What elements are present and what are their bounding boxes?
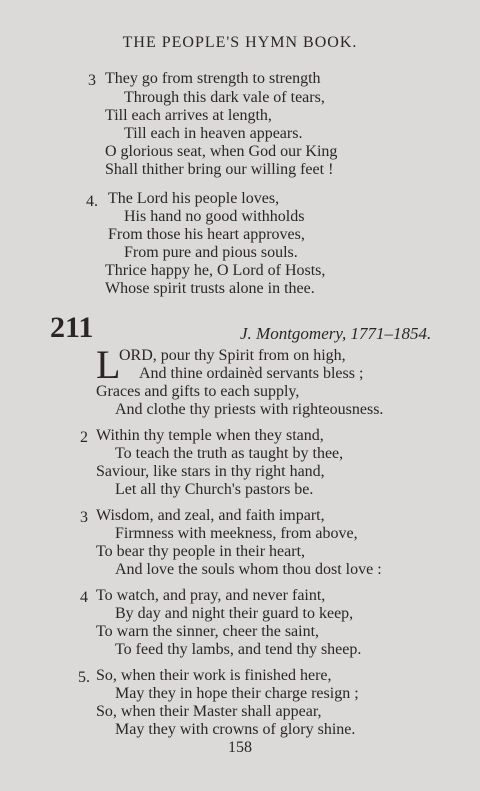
verse-line: Whose spirit trusts alone in thee. (105, 280, 315, 297)
verse-line: Shall thither bring our willing feet ! (105, 161, 334, 178)
verse-number: 3 (80, 509, 88, 526)
verse-line: And thine ordainèd servants bless ; (139, 365, 364, 382)
hymn-number: 211 (50, 311, 94, 344)
verse-line: So, when their Master shall appear, (96, 703, 322, 720)
verse-line: Till each arrives at length, (105, 107, 272, 124)
verse-line: And clothe thy priests with righteousness. (115, 401, 384, 418)
verse-number: 3 (88, 72, 96, 89)
page-number: 158 (228, 739, 252, 756)
verse-number: 4. (86, 193, 98, 210)
verse-line: By day and night their guard to keep, (115, 605, 354, 622)
verse-line: His hand no good withholds (124, 208, 305, 225)
verse-line: To bear thy people in their heart, (96, 543, 306, 560)
verse-line: Within thy temple when they stand, (96, 427, 324, 444)
verse-line: Let all thy Church's pastors be. (115, 481, 314, 498)
verse-line: And love the souls whom thou dost love : (115, 561, 382, 578)
verse-line: Thrice happy he, O Lord of Hosts, (105, 262, 326, 279)
verse-line: To feed thy lambs, and tend thy sheep. (115, 641, 362, 658)
verse-line: Till each in heaven appears. (124, 125, 303, 142)
verse-line: May they in hope their charge resign ; (115, 685, 359, 702)
verse-line: Firmness with meekness, from above, (115, 525, 358, 542)
verse-line: O glorious seat, when God our King (105, 143, 338, 160)
verse-line: To warn the sinner, cheer the saint, (96, 623, 320, 640)
hymn-author: J. Montgomery, 1771–1854. (240, 324, 432, 343)
verse-line: Graces and gifts to each supply, (96, 383, 300, 400)
verse-line: ORD, pour thy Spirit from on high, (119, 347, 346, 364)
verse-line: Wisdom, and zeal, and faith impart, (96, 507, 325, 524)
verse-line: From pure and pious souls. (124, 244, 298, 261)
verse-line: To watch, and pray, and never faint, (96, 587, 326, 604)
verse-line: The Lord his people loves, (108, 190, 280, 207)
verse-number: 2 (80, 429, 88, 446)
running-header: THE PEOPLE'S HYMN BOOK. (122, 34, 358, 51)
verse-line: To teach the truth as taught by thee, (115, 445, 344, 462)
drop-cap: L (96, 342, 121, 387)
verse-number: 5. (78, 669, 90, 686)
verse-line: So, when their work is finished here, (96, 667, 332, 684)
verse-line: From those his heart approves, (108, 226, 305, 243)
verse-number: 4 (80, 589, 88, 606)
verse-line: They go from strength to strength (105, 70, 321, 87)
verse-line: Saviour, like stars in thy right hand, (96, 463, 325, 480)
verse-line: May they with crowns of glory shine. (115, 721, 356, 738)
verse-line: Through this dark vale of tears, (124, 89, 325, 106)
